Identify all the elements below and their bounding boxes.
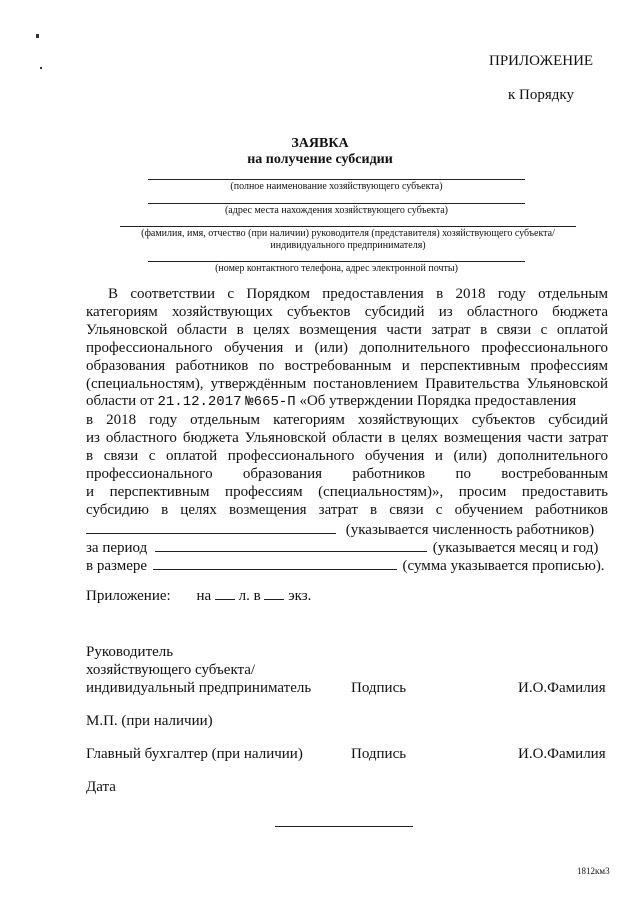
document-code: 1812км3 — [577, 866, 610, 876]
accountant-title: Главный бухгалтер (при наличии) — [86, 746, 303, 762]
attachment-sheets: л. в — [238, 588, 261, 604]
attachment-row — [86, 586, 311, 605]
body-line: В соответствии с Порядком предоставления в 2018 году отдельным — [108, 286, 608, 302]
full-name-line[interactable] — [148, 179, 525, 180]
body-text: «Об утверждении Порядка предоставления — [295, 393, 577, 409]
body-line: и перспективным профессиям (специальностям)», просим предоставить — [86, 484, 608, 500]
date-label: Дата — [86, 779, 116, 795]
copies-field[interactable] — [264, 586, 284, 600]
head-title: хозяйствующего субъекта/ — [86, 662, 256, 678]
body-line: (специальностям), утверждённым постановлением Правительства Ульяновской — [86, 376, 608, 392]
attachment-copies: экз. — [288, 588, 312, 604]
decree-date: 21.12.2017 — [157, 394, 242, 410]
head-signature[interactable]: Подпись — [351, 680, 407, 696]
accountant-signature[interactable]: Подпись — [351, 746, 407, 762]
contact-line[interactable] — [148, 261, 525, 262]
head-name: И.О.Фамилия — [518, 680, 606, 696]
amount-field[interactable] — [153, 556, 397, 570]
scan-mark — [36, 34, 39, 38]
head-title: индивидуальный предприниматель — [86, 680, 312, 696]
contact-caption: (номер контактного телефона, адрес электронной почты) — [215, 263, 458, 274]
appendix-label: ПРИЛОЖЕНИЕ — [489, 53, 594, 69]
accountant-name: И.О.Фамилия — [518, 746, 606, 762]
attachment-on: на — [196, 588, 212, 604]
workers-hint: (указывается численность работников) — [345, 522, 595, 538]
scan-mark — [40, 67, 42, 69]
body-text: области от — [86, 393, 158, 409]
head-title: Руководитель — [86, 644, 174, 660]
body-line: образования работников по востребованным и перспективным профессиям — [86, 358, 608, 374]
body-line: Ульяновской области в целях возмещения части затрат в связи с оплатой — [86, 322, 608, 338]
amount-hint: (сумма указывается прописью). — [402, 558, 605, 574]
footer-separator — [275, 826, 413, 827]
to-order-label: к Порядку — [508, 87, 574, 103]
body-line: субсидию в целях возмещения затрат в связи с обучением работников — [86, 502, 608, 518]
stamp-label: М.П. (при наличии) — [86, 713, 213, 729]
body-line: в связи с оплатой профессионального обучения и (или) дополнительного — [86, 448, 608, 464]
period-hint: (указывается месяц и год) — [432, 540, 599, 556]
body-line — [86, 393, 608, 410]
workers-row — [86, 520, 594, 539]
body-line: из областного бюджета Ульяновской области в целях возмещения части затрат — [86, 430, 608, 446]
body-line: профессионального образования работников по востребованным — [86, 466, 608, 482]
attachment-label: Приложение: — [86, 588, 171, 604]
body-line: в 2018 году отдельным категориям хозяйствующих субъектов субсидий — [86, 412, 608, 428]
address-caption: (адрес места нахождения хозяйствующего субъекта) — [224, 205, 449, 216]
head-name-caption: (фамилия, имя, отчество (при наличии) руководителя (представителя) хозяйствующего субъекта/ — [141, 228, 555, 239]
period-label: за период — [86, 540, 148, 556]
amount-label: в размере — [86, 558, 148, 574]
amount-row — [86, 556, 605, 575]
period-field[interactable] — [155, 538, 427, 552]
full-name-caption: (полное наименование хозяйствующего субъекта) — [230, 181, 443, 192]
head-name-line[interactable] — [120, 226, 576, 227]
period-row — [86, 538, 598, 557]
head-name-caption-2: индивидуального предпринимателя) — [270, 240, 426, 251]
workers-count-field[interactable] — [86, 520, 336, 534]
document-title: ЗАЯВКА — [291, 136, 349, 151]
body-line: категориям хозяйствующих субъектов субсидий из областного бюджета — [86, 304, 608, 320]
address-line[interactable] — [148, 203, 525, 204]
body-line: профессионального обучения и (или) дополнительного профессионального — [86, 340, 608, 356]
sheets-field[interactable] — [215, 586, 235, 600]
document-subtitle: на получение субсидии — [247, 152, 393, 167]
decree-number: №665-П — [245, 394, 296, 410]
